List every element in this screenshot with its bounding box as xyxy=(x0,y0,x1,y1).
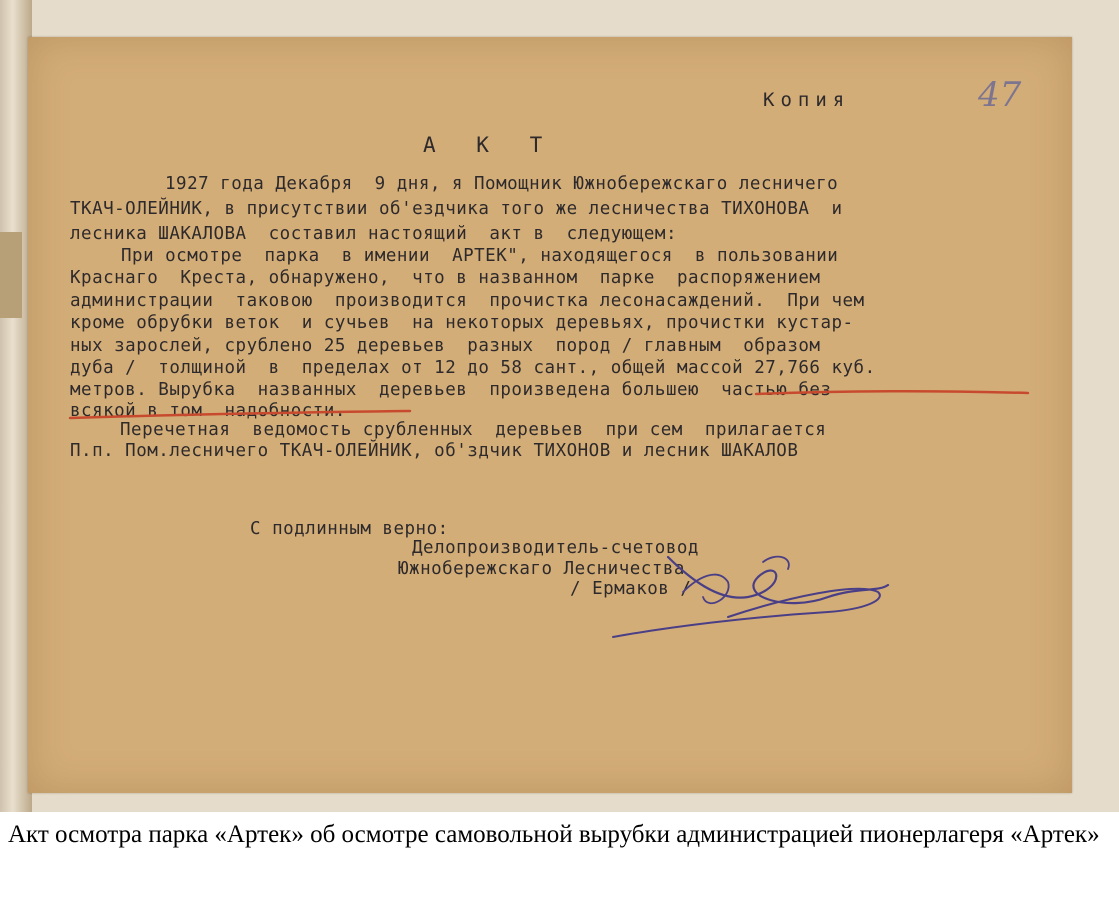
document-sheet xyxy=(28,37,1072,793)
text-line: всякой в том надобности. xyxy=(70,401,346,421)
text-line: ных зарослей, срублено 25 деревьев разных пород / главным образом xyxy=(70,336,821,356)
text-line: П.п. Пом.лесничего ТКАЧ-ОЛЕЙНИК, об'здчик ТИХОНОВ и лесник ШАКАЛОВ xyxy=(70,441,799,461)
text-line: кроме обрубки веток и сучьев на некоторых деревьях, прочистки кустар- xyxy=(70,313,854,333)
text-line: Перечетная ведомость срубленных деревьев при сем прилагается xyxy=(120,420,827,440)
clerk-position: Делопроизводитель-счетовод xyxy=(412,538,699,558)
text-line: лесника ШАКАЛОВА составил настоящий акт в следующем: xyxy=(70,224,677,244)
text-line: администрации таковою производится прочистка лесонасаждений. При чем xyxy=(70,291,865,311)
text-line: Краснаго Креста, обнаружено, что в названном парке распоряжением xyxy=(70,268,821,288)
copy-mark: Копия xyxy=(763,89,851,111)
binding-tab xyxy=(0,232,22,318)
document-title: А К Т xyxy=(423,133,557,157)
text-line: ТКАЧ-ОЛЕЙНИК, в присутствии об'ездчика того же лесничества ТИХОНОВА и xyxy=(70,199,843,219)
handwritten-signature xyxy=(28,37,1072,793)
archive-page-number: 47 xyxy=(978,75,1022,115)
text-line: 1927 года Декабря 9 дня, я Помощник Южнобережскаго лесничего xyxy=(165,174,839,194)
signature-stroke xyxy=(763,557,789,569)
signature-stroke xyxy=(683,575,729,604)
text-line: дуба / толщиной в пределах от 12 до 58 сант., общей массой 27,766 куб. xyxy=(70,358,876,378)
signer-name: / Ермаков / xyxy=(570,579,692,599)
text-line: метров. Вырубка названных деревьев произведена большею частью без xyxy=(70,380,832,400)
text-line: При осмотре парка в имении АРТЕК", находящегося в пользовании xyxy=(121,246,839,266)
certified-copy-label: С подлинным верно: xyxy=(250,519,449,539)
signature-stroke xyxy=(668,557,888,603)
image-caption: Акт осмотра парка «Артек» об осмотре самовольной вырубки администрацией пионерлагеря «Артек» xyxy=(8,821,1100,848)
forestry-name: Южнобережскаго Лесничества xyxy=(398,559,685,579)
signature-stroke xyxy=(613,589,880,637)
